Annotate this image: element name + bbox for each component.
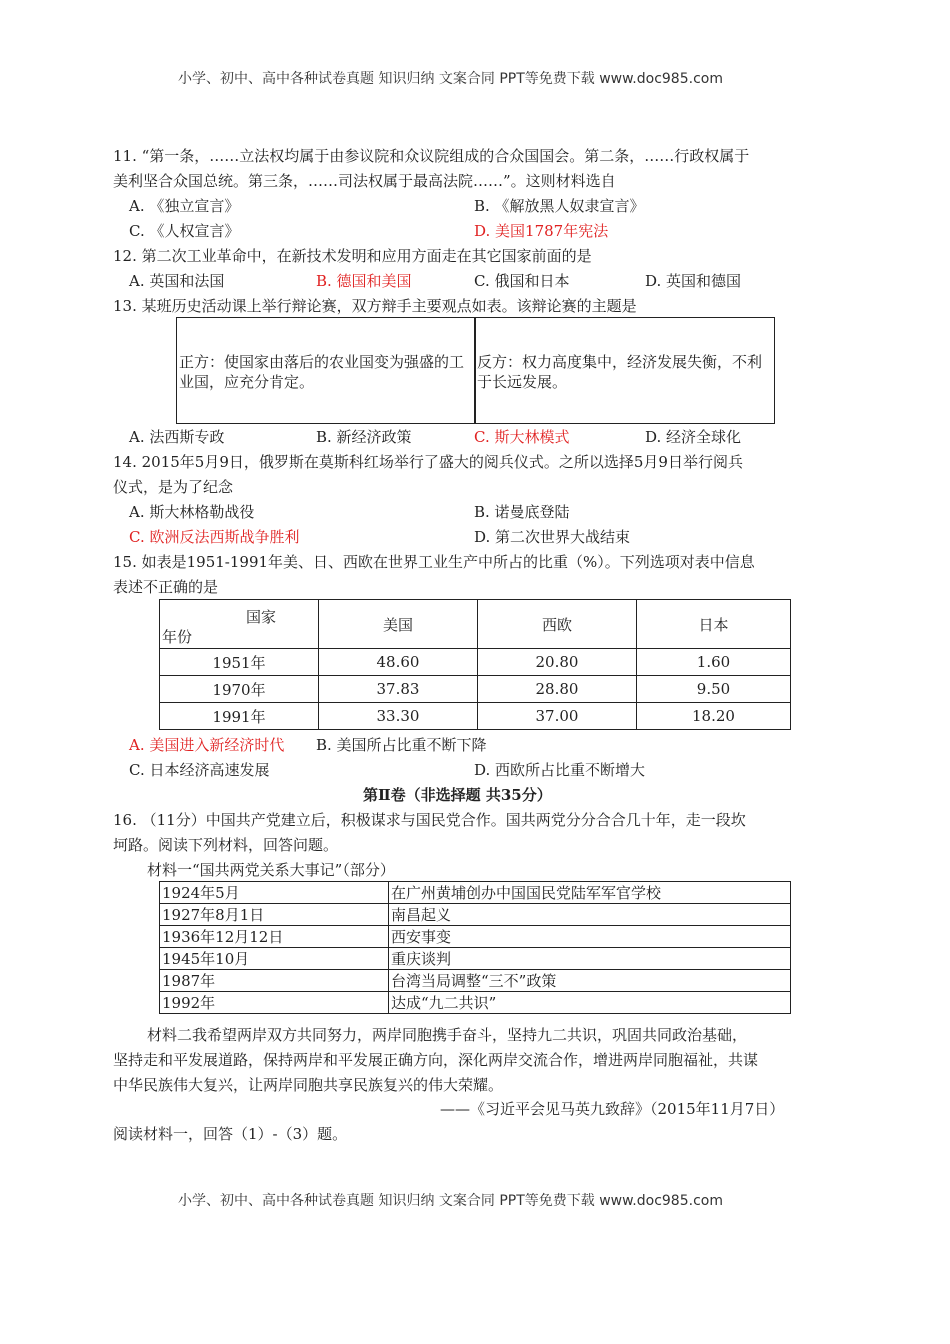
value-cell: 18.20	[637, 703, 791, 730]
q15-option-a-answer: A. 美国进入新经济时代	[129, 736, 285, 754]
q15-text: 表述不正确的是	[113, 578, 219, 596]
material-two-source: ——《习近平会见马英九致辞》（2015年11月7日）	[440, 1100, 785, 1118]
column-header: 日本	[637, 600, 791, 649]
q14-option-c-answer: C. 欧洲反法西斯战争胜利	[129, 528, 300, 546]
q12-option-d: D. 英国和德国	[645, 272, 742, 290]
section-title: 第Ⅱ卷（非选择题 共35分）	[363, 786, 552, 804]
event-cell: 在广州黄埔创办中国国民党陆军军官学校	[389, 882, 791, 904]
q14-text: 14. 2015年5月9日，俄罗斯在莫斯科红场举行了盛大的阅兵仪式。之所以选择5月9日举行阅兵	[113, 453, 743, 471]
table-row	[160, 904, 791, 926]
q14-option-a: A. 斯大林格勒战役	[129, 503, 255, 521]
table-row	[160, 970, 791, 992]
q14-option-d: D. 第二次世界大战结束	[474, 528, 631, 546]
table-row	[160, 992, 791, 1014]
q13-option-c-answer: C. 斯大林模式	[474, 428, 570, 446]
event-cell: 达成“九二共识”	[389, 992, 791, 1014]
value-cell: 33.30	[319, 703, 478, 730]
table-header-row	[160, 600, 791, 649]
q11-option-a: A. 《独立宣言》	[129, 197, 240, 215]
q13-option-a: A. 法西斯专政	[129, 428, 225, 446]
table-row	[160, 882, 791, 904]
q15-option-d: D. 西欧所占比重不断增大	[474, 761, 646, 779]
table-row	[160, 703, 791, 730]
column-header: 美国	[319, 600, 478, 649]
year-cell: 1951年	[160, 649, 319, 676]
event-cell: 西安事变	[389, 926, 791, 948]
q15-option-c: C. 日本经济高速发展	[129, 761, 270, 779]
date-cell: 1924年5月	[160, 882, 389, 904]
q11-text: 美利坚合众国总统。第三条，……司法权属于最高法院……”。这则材料选自	[113, 172, 616, 190]
events-table	[159, 881, 791, 1014]
page-footer: 小学、初中、高中各种试卷真题 知识归纳 文案合同 PPT等免费下载 www.doc985.com	[178, 1193, 723, 1209]
table-row	[160, 676, 791, 703]
date-cell: 1936年12月12日	[160, 926, 389, 948]
material-one-title: 材料一“国共两党关系大事记”（部分）	[147, 861, 395, 879]
q16-text: 坷路。阅读下列材料，回答问题。	[113, 836, 339, 854]
year-cell: 1991年	[160, 703, 319, 730]
q11-text: 11. “第一条，……立法权均属于由参议院和众议院组成的合众国国会。第二条，……行政权属于	[113, 147, 750, 165]
q13-option-d: D. 经济全球化	[645, 428, 742, 446]
q13-pro-text: 正方：使国家由落后的农业国变为强盛的工业国，应充分肯定。	[179, 353, 465, 391]
date-cell: 1992年	[160, 992, 389, 1014]
material-two-text: 材料二我希望两岸双方共同努力，两岸同胞携手奋斗，坚持九二共识，巩固共同政治基础，	[147, 1026, 748, 1044]
q11-option-c: C. 《人权宣言》	[129, 222, 240, 240]
corner-cell	[160, 600, 319, 649]
q13-con-text: 反方：权力高度集中，经济发展失衡，不利于长远发展。	[477, 353, 763, 391]
material-two-text: 中华民族伟大复兴，让两岸同胞共享民族复兴的伟大荣耀。	[113, 1076, 504, 1094]
value-cell: 9.50	[637, 676, 791, 703]
q15-option-b: B. 美国所占比重不断下降	[316, 736, 487, 754]
event-cell: 重庆谈判	[389, 948, 791, 970]
table-row	[160, 948, 791, 970]
date-cell: 1987年	[160, 970, 389, 992]
q12-option-c: C. 俄国和日本	[474, 272, 570, 290]
table-row	[160, 926, 791, 948]
date-cell: 1927年8月1日	[160, 904, 389, 926]
q12-text: 12. 第二次工业革命中，在新技术发明和应用方面走在其它国家前面的是	[113, 247, 592, 265]
q16-text: 16. （11分）中国共产党建立后，积极谋求与国民党合作。国共两党分分合合几十年，走一段坎	[113, 811, 746, 829]
event-cell: 台湾当局调整“三不”政策	[389, 970, 791, 992]
event-cell: 南昌起义	[389, 904, 791, 926]
page-header: 小学、初中、高中各种试卷真题 知识归纳 文案合同 PPT等免费下载 www.doc985.com	[178, 71, 723, 87]
q15-table	[159, 599, 791, 730]
value-cell: 48.60	[319, 649, 478, 676]
corner-bottom-label: 年份	[162, 628, 193, 646]
q11-option-b: B. 《解放黑人奴隶宣言》	[474, 197, 645, 215]
q12-option-a: A. 英国和法国	[129, 272, 225, 290]
date-cell: 1945年10月	[160, 948, 389, 970]
material-two-text: 坚持走和平发展道路，保持两岸和平发展正确方向，深化两岸交流合作，增进两岸同胞福祉，共谋	[113, 1051, 759, 1069]
q15-text: 15. 如表是1951-1991年美、日、西欧在世界工业生产中所占的比重（%）。下列选项对表中信息	[113, 553, 755, 571]
q14-text: 仪式，是为了纪念	[113, 478, 234, 496]
q16-instruction: 阅读材料一，回答（1）-（3）题。	[113, 1125, 348, 1143]
value-cell: 37.00	[478, 703, 637, 730]
q13-con-cell	[474, 317, 775, 424]
q13-text: 13. 某班历史活动课上举行辩论赛，双方辩手主要观点如表。该辩论赛的主题是	[113, 297, 637, 315]
value-cell: 37.83	[319, 676, 478, 703]
q13-option-b: B. 新经济政策	[316, 428, 412, 446]
year-cell: 1970年	[160, 676, 319, 703]
value-cell: 28.80	[478, 676, 637, 703]
table-row	[160, 649, 791, 676]
q12-option-b-answer: B. 德国和美国	[316, 272, 412, 290]
corner-top-label: 国家	[246, 608, 277, 626]
value-cell: 20.80	[478, 649, 637, 676]
q14-option-b: B. 诺曼底登陆	[474, 503, 570, 521]
q11-option-d-answer: D. 美国1787年宪法	[474, 222, 609, 240]
q13-pro-cell	[176, 317, 476, 424]
value-cell: 1.60	[637, 649, 791, 676]
column-header: 西欧	[478, 600, 637, 649]
